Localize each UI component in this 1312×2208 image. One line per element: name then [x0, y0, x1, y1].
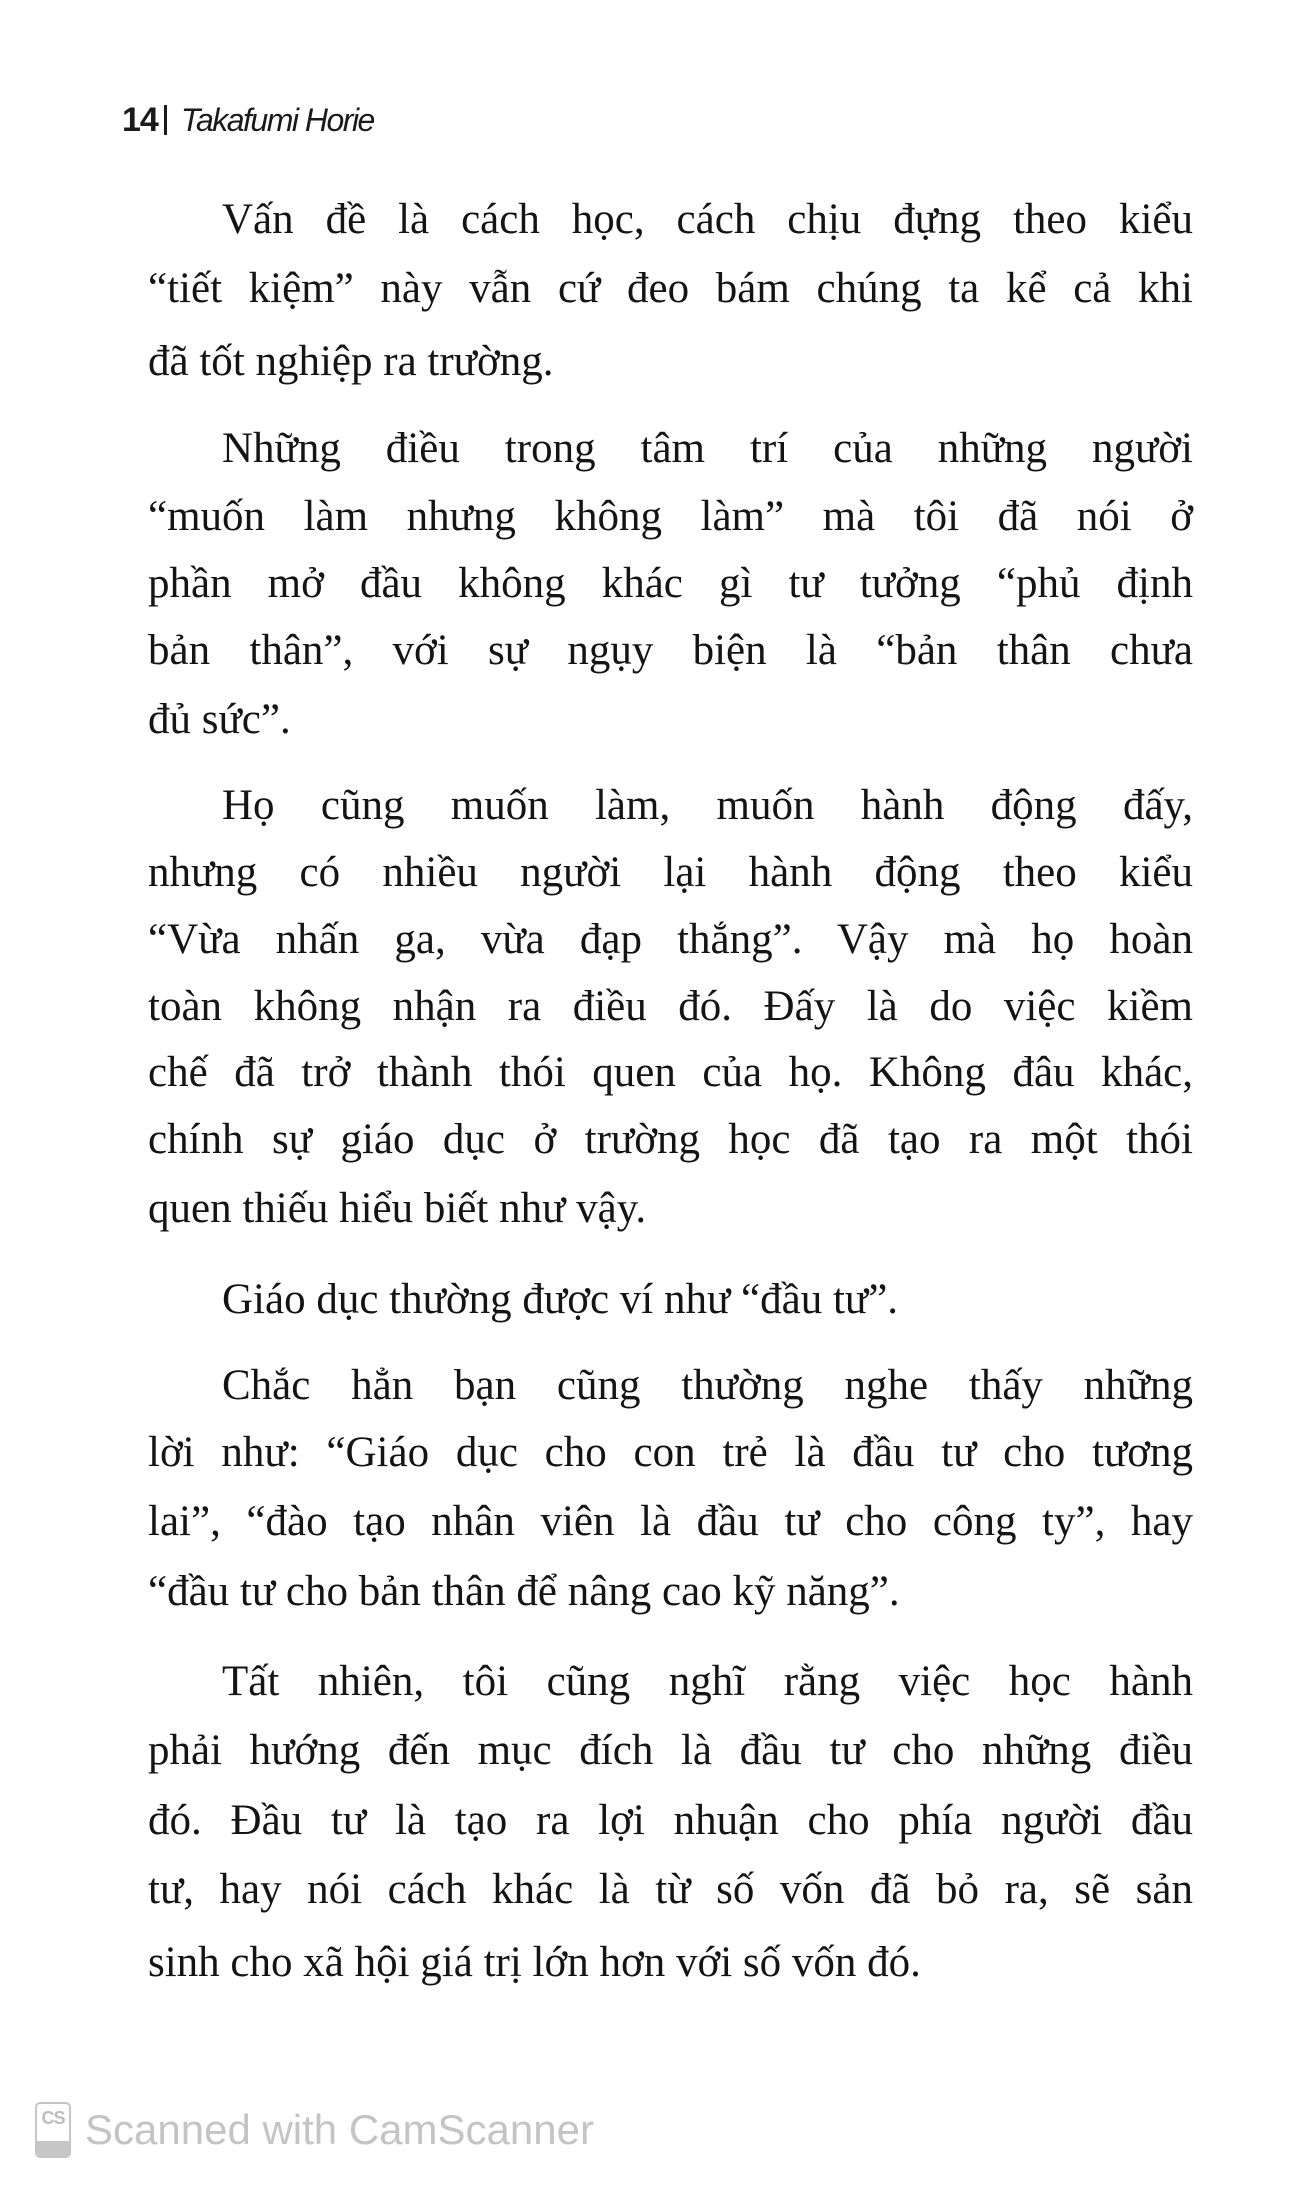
watermark-text: Scanned with CamScanner: [85, 2106, 594, 2153]
paragraph-6-line: sinh cho xã hội giá trị lớn hơn với số vốn đó.: [148, 1939, 921, 1986]
paragraph-3-line: Họ cũng muốn làm, muốn hành động đấy,: [222, 782, 1193, 829]
paragraph-5-line: lời như: “Giáo dục cho con trẻ là đầu tư cho tương: [148, 1429, 1193, 1476]
paragraph-3-line: toàn không nhận ra điều đó. Đấy là do việc kiềm: [148, 983, 1193, 1030]
logo-text: CS: [41, 2108, 65, 2128]
paragraph-3-line: nhưng có nhiều người lại hành động theo kiểu: [148, 849, 1193, 896]
paragraph-2-line: Những điều trong tâm trí của những người: [222, 425, 1193, 472]
header-divider: [164, 105, 167, 135]
paragraph-5-line: Chắc hẳn bạn cũng thường nghe thấy những: [222, 1362, 1193, 1409]
paragraph-2-line: phần mở đầu không khác gì tư tưởng “phủ định: [148, 560, 1193, 607]
paragraph-1-line: Vấn đề là cách học, cách chịu đựng theo kiểu: [222, 196, 1193, 243]
paragraph-6-line: tư, hay nói cách khác là từ số vốn đã bỏ ra, sẽ sản: [148, 1866, 1193, 1913]
page-number: 14: [122, 100, 158, 139]
paragraph-5-line: “đầu tư cho bản thân để nâng cao kỹ năng”.: [148, 1568, 900, 1615]
paragraph-3-line: “Vừa nhấn ga, vừa đạp thắng”. Vậy mà họ hoàn: [148, 916, 1193, 963]
paragraph-3-line: chính sự giáo dục ở trường học đã tạo ra một thói: [148, 1116, 1193, 1163]
paragraph-4-line: Giáo dục thường được ví như “đầu tư”.: [222, 1276, 899, 1323]
paragraph-1-line: “tiết kiệm” này vẫn cứ đeo bám chúng ta kể cả khi: [148, 265, 1193, 312]
running-header: [122, 100, 374, 140]
paragraph-6-line: phải hướng đến mục đích là đầu tư cho những điều: [148, 1727, 1193, 1774]
paragraph-5-line: lai”, “đào tạo nhân viên là đầu tư cho công ty”, hay: [148, 1498, 1193, 1545]
paragraph-2-line: “muốn làm nhưng không làm” mà tôi đã nói ở: [148, 493, 1193, 540]
paragraph-3-line: quen thiếu hiểu biết như vậy.: [148, 1185, 647, 1232]
paragraph-6-line: đó. Đầu tư là tạo ra lợi nhuận cho phía người đầu: [148, 1797, 1193, 1844]
paragraph-1-line: đã tốt nghiệp ra trường.: [148, 338, 554, 385]
camscanner-watermark: [35, 2102, 594, 2158]
camscanner-logo-icon: [35, 2102, 71, 2158]
paragraph-2-line: đủ sức”.: [148, 696, 291, 743]
paragraph-3-line: chế đã trở thành thói quen của họ. Không đâu khác,: [148, 1049, 1193, 1096]
paragraph-6-line: Tất nhiên, tôi cũng nghĩ rằng việc học hành: [222, 1658, 1193, 1705]
paragraph-2-line: bản thân”, với sự ngụy biện là “bản thân chưa: [148, 627, 1193, 674]
author-name: Takafumi Horie: [180, 101, 374, 138]
